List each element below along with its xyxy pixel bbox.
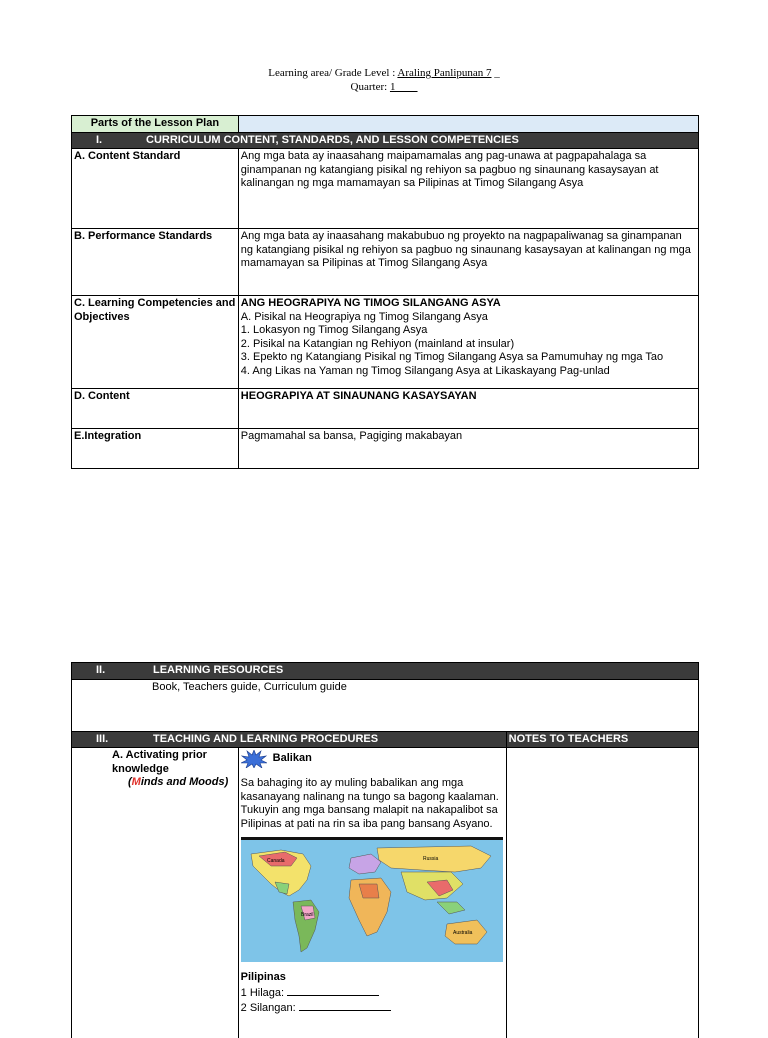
- pilipinas-heading: Pilipinas: [240, 971, 286, 983]
- activating-label: [74, 749, 236, 776]
- quarter-line: [0, 80, 768, 94]
- world-map-image: [241, 837, 503, 962]
- grade-level-suffix: _: [491, 67, 500, 79]
- quarter-label: Quarter:: [350, 81, 390, 93]
- activating-content-cell: [238, 748, 506, 1038]
- competency-line: 1. Lokasyon ng Timog Silangang Asya: [240, 324, 428, 336]
- competencies-label: C. Learning Competencies and Objectives: [72, 296, 239, 389]
- activating-sub: [74, 776, 236, 790]
- resources-cell: [72, 679, 699, 731]
- content-standard-text: Ang mga bata ay inaasahang maipamamalas ang pag-unawa at pagpapahalaga sa ginampanan ng katangiang pisikal ng rehiyon sa pagbuo ng sinaunang kasaysayan at kalinangan ng mga mamamayan sa Pilipinas at Timog Silangang Asya: [238, 149, 698, 229]
- integration-text: Pagmamahal sa bansa, Pagiging makabayan: [238, 429, 698, 469]
- content-label: D. Content: [72, 389, 239, 429]
- competency-line: A. Pisikal na Heograpiya ng Timog Silangang Asya: [240, 310, 488, 323]
- question-1-label: 1 Hilaga:: [240, 986, 288, 999]
- question-2-label: 2 Silangan:: [240, 1002, 299, 1014]
- competencies-cell: [238, 296, 698, 389]
- section3-num: III.: [96, 732, 109, 745]
- section1-title: [72, 132, 699, 149]
- section1-title-text: CURRICULUM CONTENT, STANDARDS, AND LESSON COMPETENCIES: [146, 133, 519, 146]
- competency-line: 4. Ang Likas na Yaman ng Timog Silangang Asya at Likaskayang Pag-unlad: [240, 364, 610, 377]
- activating-letter: A.: [112, 749, 123, 761]
- grade-level-line: [0, 66, 768, 80]
- balikan-title: Balikan: [272, 752, 312, 765]
- section2-title: [72, 663, 699, 680]
- question-1: [241, 985, 504, 1001]
- section1-table: [71, 115, 699, 469]
- content-text: HEOGRAPIYA AT SINAUNANG KASAYSAYAN: [238, 389, 698, 429]
- quarter-value: 1____: [389, 81, 418, 93]
- section2-num: II.: [96, 664, 106, 676]
- map-label: Brazil: [300, 912, 314, 918]
- integration-label: E.Integration: [72, 429, 239, 469]
- grade-level-label: Learning area/ Grade Level :: [268, 67, 398, 79]
- balikan-paragraph: Sa bahaging ito ay muling babalikan ang mga kasanayang nalinang na tungo sa bagong kaalaman. Tukuyin ang mga bansang malapit na nakapalibot sa Pilipinas at pati na rin sa iba pang bansang Asyano.: [240, 777, 499, 830]
- notes-cell: [506, 748, 698, 1038]
- world-map-svg: [241, 840, 503, 962]
- question-2: [241, 1000, 504, 1016]
- notes-title: NOTES TO TEACHERS: [506, 731, 698, 748]
- answer-1-field[interactable]: [287, 985, 379, 996]
- section2-title-text: LEARNING RESOURCES: [153, 664, 284, 676]
- section2-3-table: [71, 662, 699, 1038]
- answer-2-field[interactable]: [299, 1000, 391, 1011]
- document-header: [0, 66, 768, 94]
- activating-label-cell: [72, 748, 239, 1038]
- map-label: Russia: [422, 856, 438, 862]
- parts-header: Parts of the Lesson Plan: [72, 116, 239, 133]
- performance-standards-label: B. Performance Standards: [72, 229, 239, 296]
- section1-num: I.: [96, 133, 103, 146]
- activating-m: M: [131, 776, 141, 788]
- activating-paren: (: [128, 776, 132, 788]
- activating-text: Activating prior knowledge: [112, 749, 207, 775]
- section3-title-text: TEACHING AND LEARNING PROCEDURES: [153, 732, 379, 745]
- performance-standards-text: Ang mga bata ay inaasahang makabubuo ng proyekto na nagpapaliwanag sa ginampanan ng katangiang pisikal ng rehiyon sa pagbuo ng sinaunang kasaysayan at kalinangan ng mga mamamayan sa Pilipinas at Timog Silangang Asya: [238, 229, 698, 296]
- balikan-row: [241, 749, 504, 769]
- content-standard-label: A. Content Standard: [72, 149, 239, 229]
- grade-level-value: Araling Panlipunan 7: [397, 67, 492, 79]
- competency-line: 2. Pisikal na Katangian ng Rehiyon (mainland at insular): [240, 337, 515, 350]
- map-label: Australia: [452, 930, 473, 936]
- section3-title: [72, 731, 507, 748]
- star-burst-icon: [241, 750, 267, 768]
- resources-text: Book, Teachers guide, Curriculum guide: [152, 680, 347, 693]
- competencies-title: ANG HEOGRAPIYA NG TIMOG SILANGANG ASYA: [240, 297, 501, 309]
- activating-sub-rest: inds and Moods): [140, 776, 229, 788]
- competency-line: 3. Epekto ng Katangiang Pisikal ng Timog Silangang Asya sa Pamumuhay ng mga Tao: [240, 351, 664, 363]
- map-label: Canada: [266, 858, 285, 864]
- parts-header-blank: [238, 116, 698, 133]
